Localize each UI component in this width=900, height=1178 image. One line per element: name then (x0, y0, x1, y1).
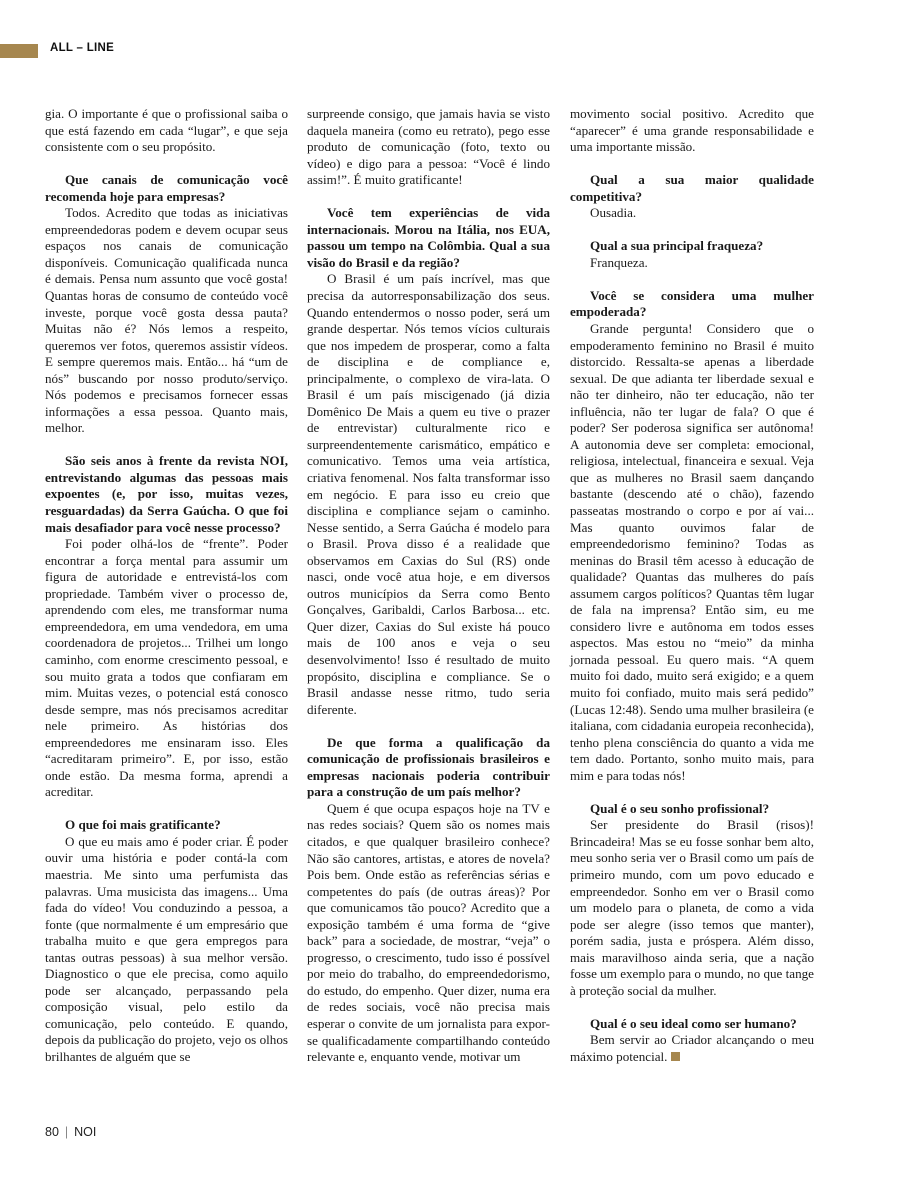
page-number: 80 (45, 1125, 59, 1139)
answer-paragraph: Todos. Acredito que todas as iniciativas empreendedoras podem e devem ocupar seus espaços nos canais de comunicação disponíveis. Comunicação qualificada nunca é demais. Pensa num assunto que você gosta! Quantas horas de consumo de conteúdo você investe, porque você gosta dessa pauta? Muitas não é? Nós lemos a respeito, queremos ver fotos, queremos assistir vídeos. E sempre queremos mais. Então... há “um de nós” buscando por nosso produto/serviço. Nós podemos e precisamos fornecer essas informações a essa pessoa. Quanto mais, melhor. (45, 205, 288, 436)
question-heading: Você tem experiências de vida internacionais. Morou na Itália, nos EUA, passou um tempo na Colômbia. Qual a sua visão do Brasil e da região? (307, 205, 550, 270)
section-color-bar (0, 44, 38, 58)
answer-paragraph: Franqueza. (590, 254, 648, 270)
answer-paragraph: O Brasil é um país incrível, mas que precisa da autorresponsabilização dos seus. Quando entendermos o nosso poder, será um grande despertar. Nós temos vícios culturais que nos impedem de prosperar, como a falta de disciplina e de compliance e, principalmente, o complexo de vira-lata. O Brasil é um país miscigenado (já dizia Domênico De Mais a quem eu tive o prazer de entrevistar) culturalmente rico e surpreendentemente carismático, empático e comunicativo. Temos uma veia artística, criativa fenomenal. Nos falta transformar isso em negócio. E para isso eu creio que disciplina e compliance sejam o caminho. Nesse sentido, a Serra Gaúcha é modelo para o Brasil. Prova disso é a realidade que observamos em Caxias do Sul (RS) onde nasci, onde você atua hoje, e em diversos outros municípios da Serra como Bento Gonçalves, Garibaldi, Carlos Barbosa... etc. Quer dizer, Caxias do Sul existe há pouco mais de 100 anos e veja o seu desenvolvimento! Isso é resultado de muito propósito, disciplina e compliance. Se o Brasil andasse nesse ritmo, tudo seria diferente. (307, 271, 550, 717)
question-heading: Você se considera uma mulher empoderada? (570, 287, 814, 320)
answer-paragraph: movimento social positivo. Acredito que “aparecer” é uma grande responsabilidade e uma importante missão. (570, 106, 814, 155)
answer-paragraph: O que eu mais amo é poder criar. É poder ouvir uma história e poder contá-la com maestria. Me sinto uma perfumista das palavras. Uma musicista das imagens... Uma fada do vídeo! Vou conduzindo a pessoa, a fonte (que normalmente é um empresário que trabalha muito e que gera empregos para tantas outras pessoas) à sua melhor versão. Diagnostico o que ele precisa, como aquilo pode ser alcançado, perpassando pela composição visual, pelo estilo da comunicação, pelo conteúdo. E quando, depois da publicação do projeto, vejo os olhos brilhantes de alguém que se (45, 833, 288, 1065)
answer-paragraph: Foi poder olhá-los de “frente”. Poder encontrar a força mental para assumir um figura de autoridade e entrevistá-los com propriedade. Também viver o processo de, aprendendo com eles, me transformar numa empreendedora, em uma vendedora, em uma coordenadora de projetos... Trilhei um longo caminho, com enorme crescimento pessoal, e sou muito grata a todos que confiaram em mim. Muitas vezes, o potencial está conosco desde sempre, mas nós precisamos acreditar nele primeiro. As histórias dos empreendedores me ensinaram isso. Eles “acreditaram primeiro”. E, por isso, estão onde estão. Da mesma forma, aprendi a acreditar. (45, 536, 288, 800)
footer-separator: | (64, 1125, 69, 1139)
answer-paragraph: Quem é que ocupa espaços hoje na TV e nas redes sociais? Quem são os nomes mais citados, e que qualquer brasileiro conhece? Não são cantores, artistas, e atores de novela? Pois bem. Onde estão as referências sérias e competentes do país (de outras áreas)? Por que comunicamos tão pouco? Acredito que a exposição também é uma forma de “give back” para a sociedade, de mostrar, “veja” o progresso, o crescimento, tudo isso é possível por meio do trabalho, do empreendedorismo, do estudo, do empenho. Quer dizer, numa era de redes sociais, você não precisa mais esperar o convite de um jornalista para expor-se qualificadamente compartilhando conteúdo relevante e, enquanto vende, motivar um (307, 800, 550, 1065)
question-heading: Qual a sua maior qualidade competitiva? (570, 172, 814, 204)
answer-paragraph: Bem servir ao Criador alcançando o meu máximo potencial. (570, 1032, 814, 1064)
text-column-2 (307, 106, 550, 1066)
answer-paragraph: Grande pergunta! Considero que o empoderamento feminino no Brasil é muito distorcido. Ressalta-se apenas a liberdade sexual. De que adianta ter liberdade sexual e não ter dinheiro, não ter educação, não ter influência, não ter lugar de fala? O que é poder? Ser poderosa significa ser autônoma! A autonomia deve ser completa: emocional, religiosa, intelectual, financeira e sexual. Veja que as mulheres no Brasil saem dançando bastante (descendo até o chão), fazendo passeatas mostrando o corpo e por aí vai... Mas quanto ouvimos falar de empreendedorismo feminino? Todas as meninas do Brasil têm acesso à educação de qualidade? Quantas das mulheres do país assumem cargos políticos? Quantas têm lugar de fala na imprensa? Então sim, eu me considero livre e autônoma em todos esses aspectos. Mas estou no “meio” da minha jornada pessoal. Eu quero mais. “A quem muito foi dado, muito será exigido; e a quem muito foi confiado, muito mais será pedido” (Lucas 12:48). Sendo uma mulher brasileira (e italiana, com cidadania europeia reconhecida), tenho plena consciência do quanto a vida me tem dado. Portanto, sonho muito mais, para mim e para todas nós! (570, 320, 814, 783)
magazine-name: NOI (74, 1125, 97, 1139)
question-heading: Qual é o seu ideal como ser humano? (590, 1015, 797, 1031)
section-label: ALL – LINE (50, 42, 115, 54)
question-heading: Qual é o seu sonho profissional? (590, 800, 770, 816)
question-heading: Que canais de comunicação você recomenda hoje para empresas? (45, 172, 288, 204)
answer-paragraph: Ousadia. (590, 205, 637, 221)
text-column-3 (570, 106, 814, 1065)
answer-paragraph: Ser presidente do Brasil (risos)! Brincadeira! Mas se eu fosse sonhar bem alto, meu sonho seria ver o Brasil como um país de primeiro mundo, com um povo educado e empreendedor. Sonho em ver o Brasil como um modelo para o planeta, de como a vida pode ser alegre (isso temos que manter), porém sadia, justa e próspera. Além disso, mais maravilhoso ainda seria, que a nação fosse um exemplo para o mundo, no que tange à proteção social da mulher. (570, 817, 814, 998)
answer-paragraph: surpreende consigo, que jamais havia se visto daquela maneira (como eu retrato), pego esse produto de comunicação (foto, texto ou vídeo) e digo para a pessoa: “Você é lindo assim!”. É muito gratificante! (307, 106, 550, 188)
page-footer (45, 1125, 96, 1139)
text-column-1 (45, 106, 288, 1066)
question-heading: São seis anos à frente da revista NOI, entrevistando algumas das pessoas mais expoentes (e, por isso, muitas vezes, resguardadas) da Serra Gaúcha. O que foi mais desafiador para você nesse processo? (45, 453, 288, 535)
end-of-article-mark (671, 1052, 680, 1061)
question-heading: O que foi mais gratificante? (65, 817, 221, 833)
question-heading: De que forma a qualificação da comunicação de profissionais brasileiros e empresas nacionais poderia contribuir para a construção de um país melhor? (307, 734, 550, 800)
question-heading: Qual a sua principal fraqueza? (590, 238, 764, 254)
answer-paragraph: gia. O importante é que o profissional saiba o que está fazendo em cada “lugar”, e que seja consistente com o seu propósito. (45, 106, 288, 155)
